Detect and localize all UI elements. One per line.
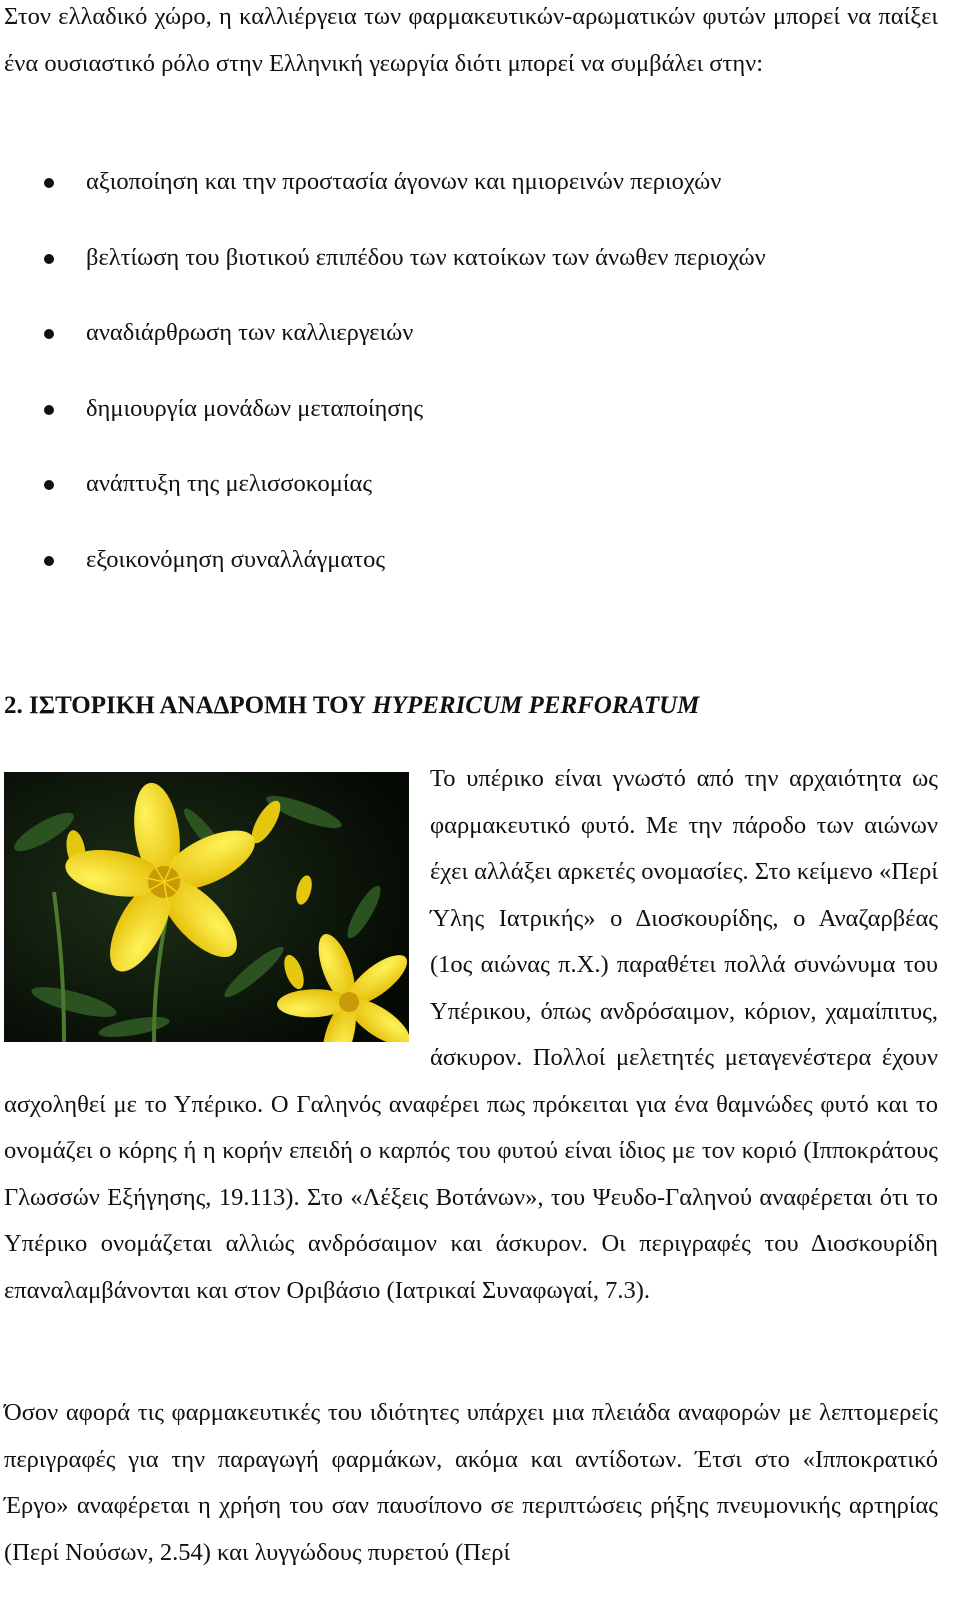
list-item: βελτίωση του βιοτικού επιπέδου των κατοίκων των άνωθεν περιοχών <box>4 235 938 311</box>
benefits-list <box>4 159 938 612</box>
history-paragraph: Το υπέρικο είναι γνωστό από την αρχαιότητα ως φαρμακευτικό φυτό. Με την πάροδο των αιώνων έχει αλλάξει αρκετές ονομασίες. Στο κείμενο «Περί Ύλης Ιατρικής» ο Διοσκουρίδης, ο Αναζαρβέας (1ος αιώνας π.Χ.) παραθέτει πολλά συνώνυμα του Υπέρικου, όπως ανδρόσαιμον, κόριον, χαμαίπιτυς, άσκυρον. Πολλοί μελετητές μεταγενέστερα έχουν ασχοληθεί με το Υπέρικο. Ο Γαληνός αναφέρει πως πρόκειται για ένα θαμνώδες φυτό και το ονομάζει ο κόρης ή η κορήν επειδή ο καρπός του φυτού είναι ίδιος με τον κοριό (Ιπποκράτους Γλωσσών Εξήγησης, 19.113). Στο «Λέξεις Βοτάνων», του Ψευδο-Γαληνού αναφέρεται ότι το Υπέρικο ονομάζεται αλλιώς ανδρόσαιμον και άσκυρον. Οι περιγραφές του Διοσκουρίδη επαναλαμβάνονται και στον Οριβάσιο (Ιατρικαί Συναφωγαί, 7.3). <box>4 765 938 1304</box>
intro-paragraph: Στον ελλαδικό χώρο, η καλλιέργεια των φαρμακευτικών-αρωματικών φυτών μπορεί να παίξει ένα ουσιαστικό ρόλο στην Ελληνική γεωργία διότι μπορεί να συμβάλει στην: <box>4 3 938 77</box>
list-item: ανάπτυξη της μελισσοκομίας <box>4 461 938 537</box>
list-item: αναδιάρθρωση των καλλιεργειών <box>4 310 938 386</box>
bullet-icon <box>44 254 54 264</box>
hypericum-flower-image <box>4 772 409 1042</box>
bullet-icon <box>44 556 54 566</box>
bullet-icon <box>44 480 54 490</box>
pharmacology-paragraph: Όσον αφορά τις φαρμακευτικές του ιδιότητες υπάρχει μια πλειάδα αναφορών με λεπτομερείς περιγραφές για την παραγωγή φαρμάκων, ακόμα και αντίδοτων. Έτσι στο «Ιπποκρατικό Έργο» αναφέρεται η χρήση του σαν παυσίπονο σε περιπτώσεις ρήξης πνευμονικής αρτηρίας (Περί Νούσων, 2.54) και λυγγώδους πυρετού (Περί <box>4 1399 938 1566</box>
list-item: αξιοποίηση και την προστασία άγονων και ημιορεινών περιοχών <box>4 159 938 235</box>
bullet-icon <box>44 405 54 415</box>
list-item: δημιουργία μονάδων μεταποίησης <box>4 386 938 462</box>
list-item: εξοικονόμηση συναλλάγματος <box>4 537 938 613</box>
section-heading: 2. ΙΣΤΟΡΙΚΗ ΑΝΑΔΡΟΜΗ ΤΟΥ HYPERICUM PERFORATUM <box>4 692 700 719</box>
bullet-icon <box>44 329 54 339</box>
bullet-icon <box>44 178 54 188</box>
